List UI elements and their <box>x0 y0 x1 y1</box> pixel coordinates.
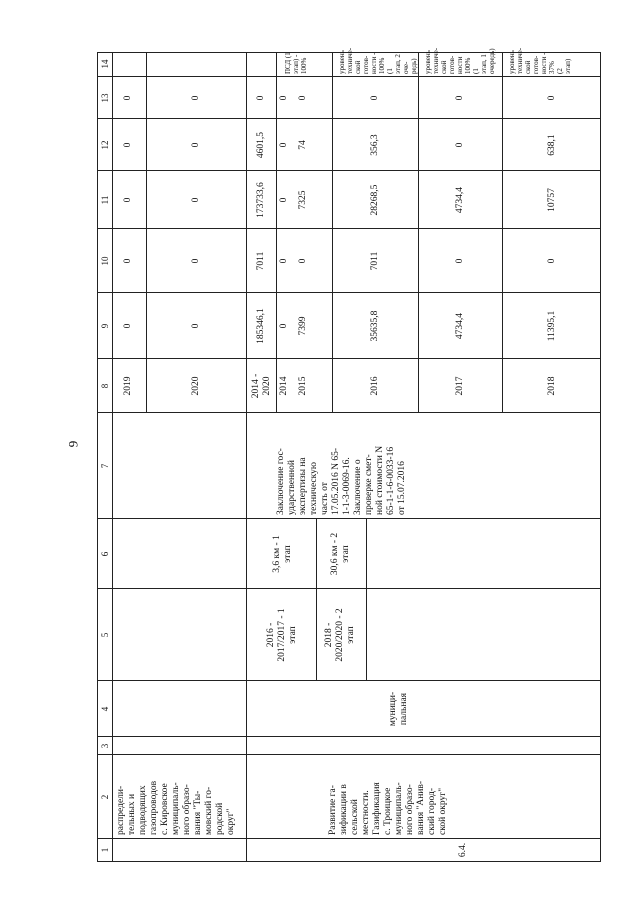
value-cell: 4734,4 <box>455 312 465 340</box>
col-num: 8 <box>100 383 110 389</box>
col-num: 1 <box>100 847 110 853</box>
col-num: 5 <box>100 632 110 638</box>
value-cell: 173733,6 <box>256 182 266 218</box>
col-line <box>98 412 600 413</box>
value-cell: 0 <box>279 323 289 329</box>
stage-2-period: 2018 - 2020/2020 - 2 этап <box>324 608 356 662</box>
row-line <box>246 53 247 861</box>
value-cell: 0 <box>298 95 308 101</box>
stage-2-length: 30,6 км - 2 этап <box>330 532 351 576</box>
year-cell: 2014 - 2020 <box>251 373 272 399</box>
value-cell: 28268,5 <box>370 184 380 216</box>
page-number: 9 <box>65 440 81 448</box>
stage-1-length: 3,6 км - 1 этап <box>272 535 293 573</box>
year-cell: 2017 <box>455 376 465 396</box>
value-cell: 0 <box>279 258 289 264</box>
value-cell: 7325 <box>298 190 308 210</box>
col-num: 11 <box>100 195 110 205</box>
col-line <box>98 170 600 171</box>
object-name-kirovskoe: распредели- тельных и подводящих газопроводов с. Кировское муниципаль- ного образо- вания "Ты- мовский го- родской округ" <box>116 780 236 835</box>
year-cell: 2018 <box>547 376 557 396</box>
readiness-note: уровень техниче- ской готов- ности - 37% (2 этап) <box>508 47 572 74</box>
value-cell: 0 <box>123 95 133 101</box>
value-cell: 4601,5 <box>256 131 266 159</box>
value-cell: 7399 <box>298 316 308 336</box>
value-cell: 0 <box>547 95 557 101</box>
year-cell: 2015 <box>298 376 308 396</box>
year-cell: 2020 <box>191 376 201 396</box>
col-line <box>98 292 600 293</box>
row-line <box>418 53 419 413</box>
col-line <box>98 76 600 77</box>
row-number: 6.4. <box>458 842 468 858</box>
value-cell: 0 <box>191 258 201 264</box>
value-cell: 7011 <box>370 251 380 271</box>
col-num: 7 <box>100 463 110 469</box>
value-cell: 638,1 <box>547 134 557 156</box>
value-cell: 0 <box>455 95 465 101</box>
readiness-note: уровень техниче- ской готов- ности 100% (1 этап, 1 очередь) <box>424 47 496 74</box>
value-cell: 10757 <box>547 188 557 212</box>
row-line <box>316 519 317 681</box>
value-cell: 0 <box>191 197 201 203</box>
col-line <box>98 228 600 229</box>
col-line <box>98 358 600 359</box>
col-line <box>98 838 600 839</box>
year-cell: 2014 <box>279 376 289 396</box>
object-name-troitskoe: Развитие га- зификации в сельской местности. Газификация с. Троицкое муниципаль- ного образо- вания "Анив- ский город- ской округ" <box>328 780 448 835</box>
year-cell: 2016 <box>370 376 380 396</box>
col-line <box>98 118 600 119</box>
value-cell: 185346,1 <box>256 308 266 344</box>
value-cell: 0 <box>455 258 465 264</box>
row-line <box>276 53 277 413</box>
value-cell: 0 <box>279 142 289 148</box>
header-line <box>112 53 113 861</box>
value-cell: 0 <box>123 258 133 264</box>
value-cell: 0 <box>455 142 465 148</box>
col-line <box>98 736 600 737</box>
col-num: 6 <box>100 551 110 557</box>
value-cell: 35635,8 <box>370 310 380 342</box>
value-cell: 0 <box>298 258 308 264</box>
value-cell: 74 <box>298 140 308 150</box>
readiness-note: ПСД (1 этап) - 100% <box>284 52 308 74</box>
value-cell: 0 <box>123 197 133 203</box>
value-cell: 4734,4 <box>455 186 465 214</box>
value-cell: 0 <box>256 95 266 101</box>
col-num: 4 <box>100 706 110 712</box>
row-line <box>502 53 503 413</box>
value-cell: 0 <box>370 95 380 101</box>
ownership-type: муници- пальная <box>388 691 409 727</box>
expert-conclusion: Заключение гос- ударственной экспертизы на техническую часть от 17.05.2016 N 65- 1-1-3-0069-16. Заключение о проверке смет- ной стоимости N 65-1-1-6-0033-16 от 15.07.2016 <box>276 445 407 515</box>
value-cell: 356,3 <box>370 134 380 156</box>
value-cell: 0 <box>279 95 289 101</box>
col-num: 12 <box>100 140 110 150</box>
value-cell: 0 <box>547 258 557 264</box>
row-line <box>146 53 147 413</box>
row-line <box>332 53 333 413</box>
col-num: 10 <box>100 256 110 266</box>
data-table <box>97 47 601 862</box>
value-cell: 0 <box>279 197 289 203</box>
value-cell: 0 <box>191 95 201 101</box>
value-cell: 0 <box>123 323 133 329</box>
col-num: 14 <box>100 59 110 69</box>
col-num: 9 <box>100 323 110 329</box>
value-cell: 0 <box>123 142 133 148</box>
col-num: 13 <box>100 93 110 103</box>
year-cell: 2019 <box>123 376 133 396</box>
col-num: 2 <box>100 794 110 800</box>
stage-1-period: 2016 - 2017/2017 - 1 этап <box>266 608 298 662</box>
readiness-note: уровень техниче- ской готов- ности - 100% (1 этап, 2 оче- редь) <box>338 47 418 74</box>
value-cell: 7011 <box>256 251 266 271</box>
value-cell: 11395,1 <box>547 310 557 342</box>
value-cell: 0 <box>191 142 201 148</box>
col-num: 3 <box>100 743 110 749</box>
value-cell: 0 <box>191 323 201 329</box>
row-line <box>366 519 367 681</box>
